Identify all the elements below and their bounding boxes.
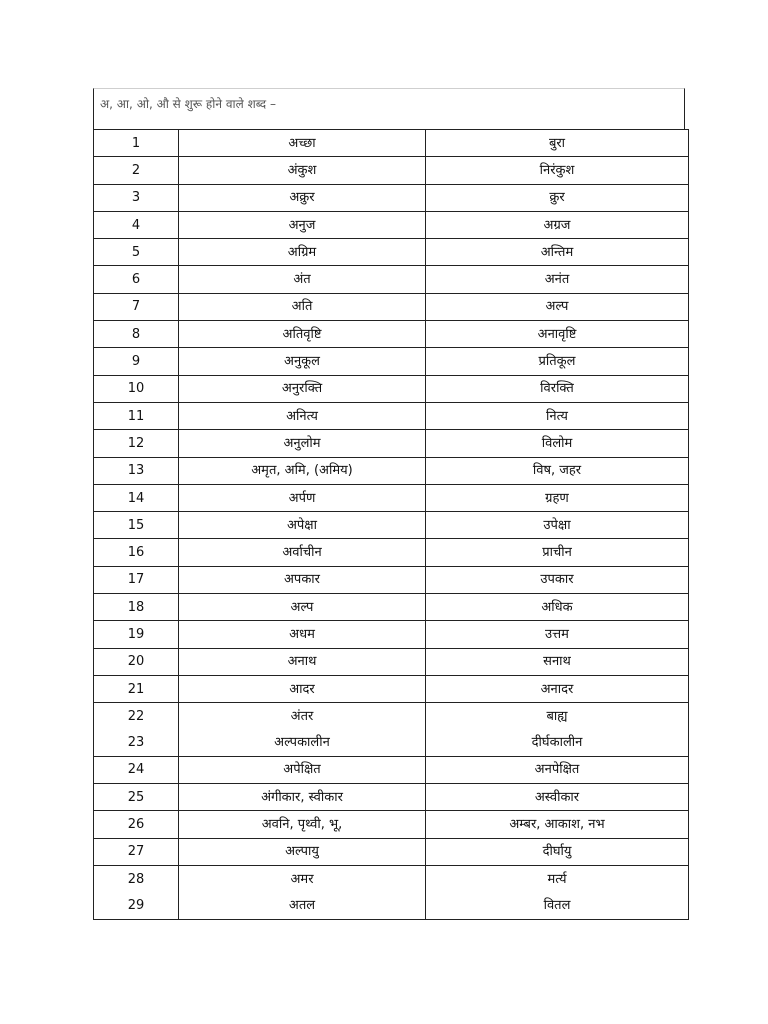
table-row: [94, 484, 689, 511]
word-cell: अर्वाचीन: [179, 539, 426, 566]
table-heading: [93, 88, 685, 129]
table-row: [94, 866, 689, 893]
table-row: [94, 648, 689, 675]
table-row: [94, 184, 689, 211]
row-number: 24: [94, 756, 179, 783]
table-row: [94, 675, 689, 702]
row-number: 22: [94, 703, 179, 730]
row-number: 12: [94, 430, 179, 457]
opposite-word-cell: अल्प: [426, 293, 689, 320]
table-row: [94, 594, 689, 621]
opposite-word-cell: अधिक: [426, 594, 689, 621]
row-number: 20: [94, 648, 179, 675]
row-number: 3: [94, 184, 179, 211]
row-number: 27: [94, 838, 179, 865]
opposite-word-cell: सनाथ: [426, 648, 689, 675]
table-row: [94, 348, 689, 375]
word-cell: अल्पकालीन: [179, 730, 426, 757]
opposite-word-cell: विष, जहर: [426, 457, 689, 484]
antonym-sheet: [93, 88, 685, 920]
table-row: [94, 730, 689, 757]
row-number: 17: [94, 566, 179, 593]
word-cell: अधम: [179, 621, 426, 648]
table-row: [94, 838, 689, 865]
table-heading-text: अ, आ, ओ, औ से शुरू होने वाले शब्द –: [100, 97, 276, 111]
word-cell: आदर: [179, 675, 426, 702]
table-row: [94, 703, 689, 730]
word-cell: अंगीकार, स्वीकार: [179, 784, 426, 811]
row-number: 21: [94, 675, 179, 702]
table-row: [94, 239, 689, 266]
row-number: 2: [94, 157, 179, 184]
opposite-word-cell: बुरा: [426, 130, 689, 157]
word-cell: अपकार: [179, 566, 426, 593]
opposite-word-cell: अग्रज: [426, 211, 689, 238]
row-number: 28: [94, 866, 179, 893]
row-number: 6: [94, 266, 179, 293]
word-cell: अति: [179, 293, 426, 320]
word-cell: अर्पण: [179, 484, 426, 511]
opposite-word-cell: विलोम: [426, 430, 689, 457]
word-cell: अग्रिम: [179, 239, 426, 266]
word-cell: अंतर: [179, 703, 426, 730]
word-cell: अतिवृष्टि: [179, 321, 426, 348]
table-row: [94, 566, 689, 593]
table-row: [94, 539, 689, 566]
opposite-word-cell: अन्तिम: [426, 239, 689, 266]
row-number: 1: [94, 130, 179, 157]
opposite-word-cell: मर्त्य: [426, 866, 689, 893]
word-cell: अंकुश: [179, 157, 426, 184]
row-number: 16: [94, 539, 179, 566]
word-cell: अपेक्षा: [179, 512, 426, 539]
word-cell: अमृत, अमि, (अमिय): [179, 457, 426, 484]
row-number: 10: [94, 375, 179, 402]
row-number: 25: [94, 784, 179, 811]
opposite-word-cell: अस्वीकार: [426, 784, 689, 811]
table-row: [94, 892, 689, 919]
row-number: 7: [94, 293, 179, 320]
table-row: [94, 157, 689, 184]
word-cell: अनुरक्ति: [179, 375, 426, 402]
row-number: 26: [94, 811, 179, 838]
word-cell: अनुलोम: [179, 430, 426, 457]
opposite-word-cell: बाह्य: [426, 703, 689, 730]
opposite-word-cell: प्रतिकूल: [426, 348, 689, 375]
table-row: [94, 430, 689, 457]
table-row: [94, 621, 689, 648]
word-cell: अपेक्षित: [179, 756, 426, 783]
table-row: [94, 130, 689, 157]
opposite-word-cell: अम्बर, आकाश, नभ: [426, 811, 689, 838]
word-cell: अवनि, पृथ्वी, भू,: [179, 811, 426, 838]
row-number: 19: [94, 621, 179, 648]
table-row: [94, 512, 689, 539]
row-number: 29: [94, 892, 179, 919]
table-row: [94, 402, 689, 429]
opposite-word-cell: अनपेक्षित: [426, 756, 689, 783]
opposite-word-cell: प्राचीन: [426, 539, 689, 566]
opposite-word-cell: उपेक्षा: [426, 512, 689, 539]
opposite-word-cell: उत्तम: [426, 621, 689, 648]
opposite-word-cell: वितल: [426, 892, 689, 919]
opposite-word-cell: दीर्घकालीन: [426, 730, 689, 757]
table-row: [94, 211, 689, 238]
word-cell: अनाथ: [179, 648, 426, 675]
row-number: 4: [94, 211, 179, 238]
row-number: 8: [94, 321, 179, 348]
word-cell: अक्रुर: [179, 184, 426, 211]
opposite-word-cell: निरंकुश: [426, 157, 689, 184]
row-number: 18: [94, 594, 179, 621]
row-number: 9: [94, 348, 179, 375]
opposite-word-cell: उपकार: [426, 566, 689, 593]
table-row: [94, 784, 689, 811]
table-row: [94, 375, 689, 402]
word-cell: अमर: [179, 866, 426, 893]
word-cell: अंत: [179, 266, 426, 293]
row-number: 11: [94, 402, 179, 429]
word-cell: अनित्य: [179, 402, 426, 429]
opposite-word-cell: दीर्घायु: [426, 838, 689, 865]
word-cell: अनुकूल: [179, 348, 426, 375]
opposite-word-cell: अनंत: [426, 266, 689, 293]
opposite-word-cell: ग्रहण: [426, 484, 689, 511]
table-row: [94, 811, 689, 838]
opposite-word-cell: अनादर: [426, 675, 689, 702]
opposite-word-cell: अनावृष्टि: [426, 321, 689, 348]
table-row: [94, 266, 689, 293]
opposite-word-cell: क्रुर: [426, 184, 689, 211]
word-cell: अल्प: [179, 594, 426, 621]
row-number: 5: [94, 239, 179, 266]
row-number: 15: [94, 512, 179, 539]
table-row: [94, 321, 689, 348]
word-cell: अनुज: [179, 211, 426, 238]
table-row: [94, 293, 689, 320]
opposite-word-cell: नित्य: [426, 402, 689, 429]
row-number: 13: [94, 457, 179, 484]
row-number: 23: [94, 730, 179, 757]
word-cell: अतल: [179, 892, 426, 919]
table-row: [94, 457, 689, 484]
antonym-table: [93, 129, 689, 920]
word-cell: अल्पायु: [179, 838, 426, 865]
row-number: 14: [94, 484, 179, 511]
opposite-word-cell: विरक्ति: [426, 375, 689, 402]
table-row: [94, 756, 689, 783]
word-cell: अच्छा: [179, 130, 426, 157]
